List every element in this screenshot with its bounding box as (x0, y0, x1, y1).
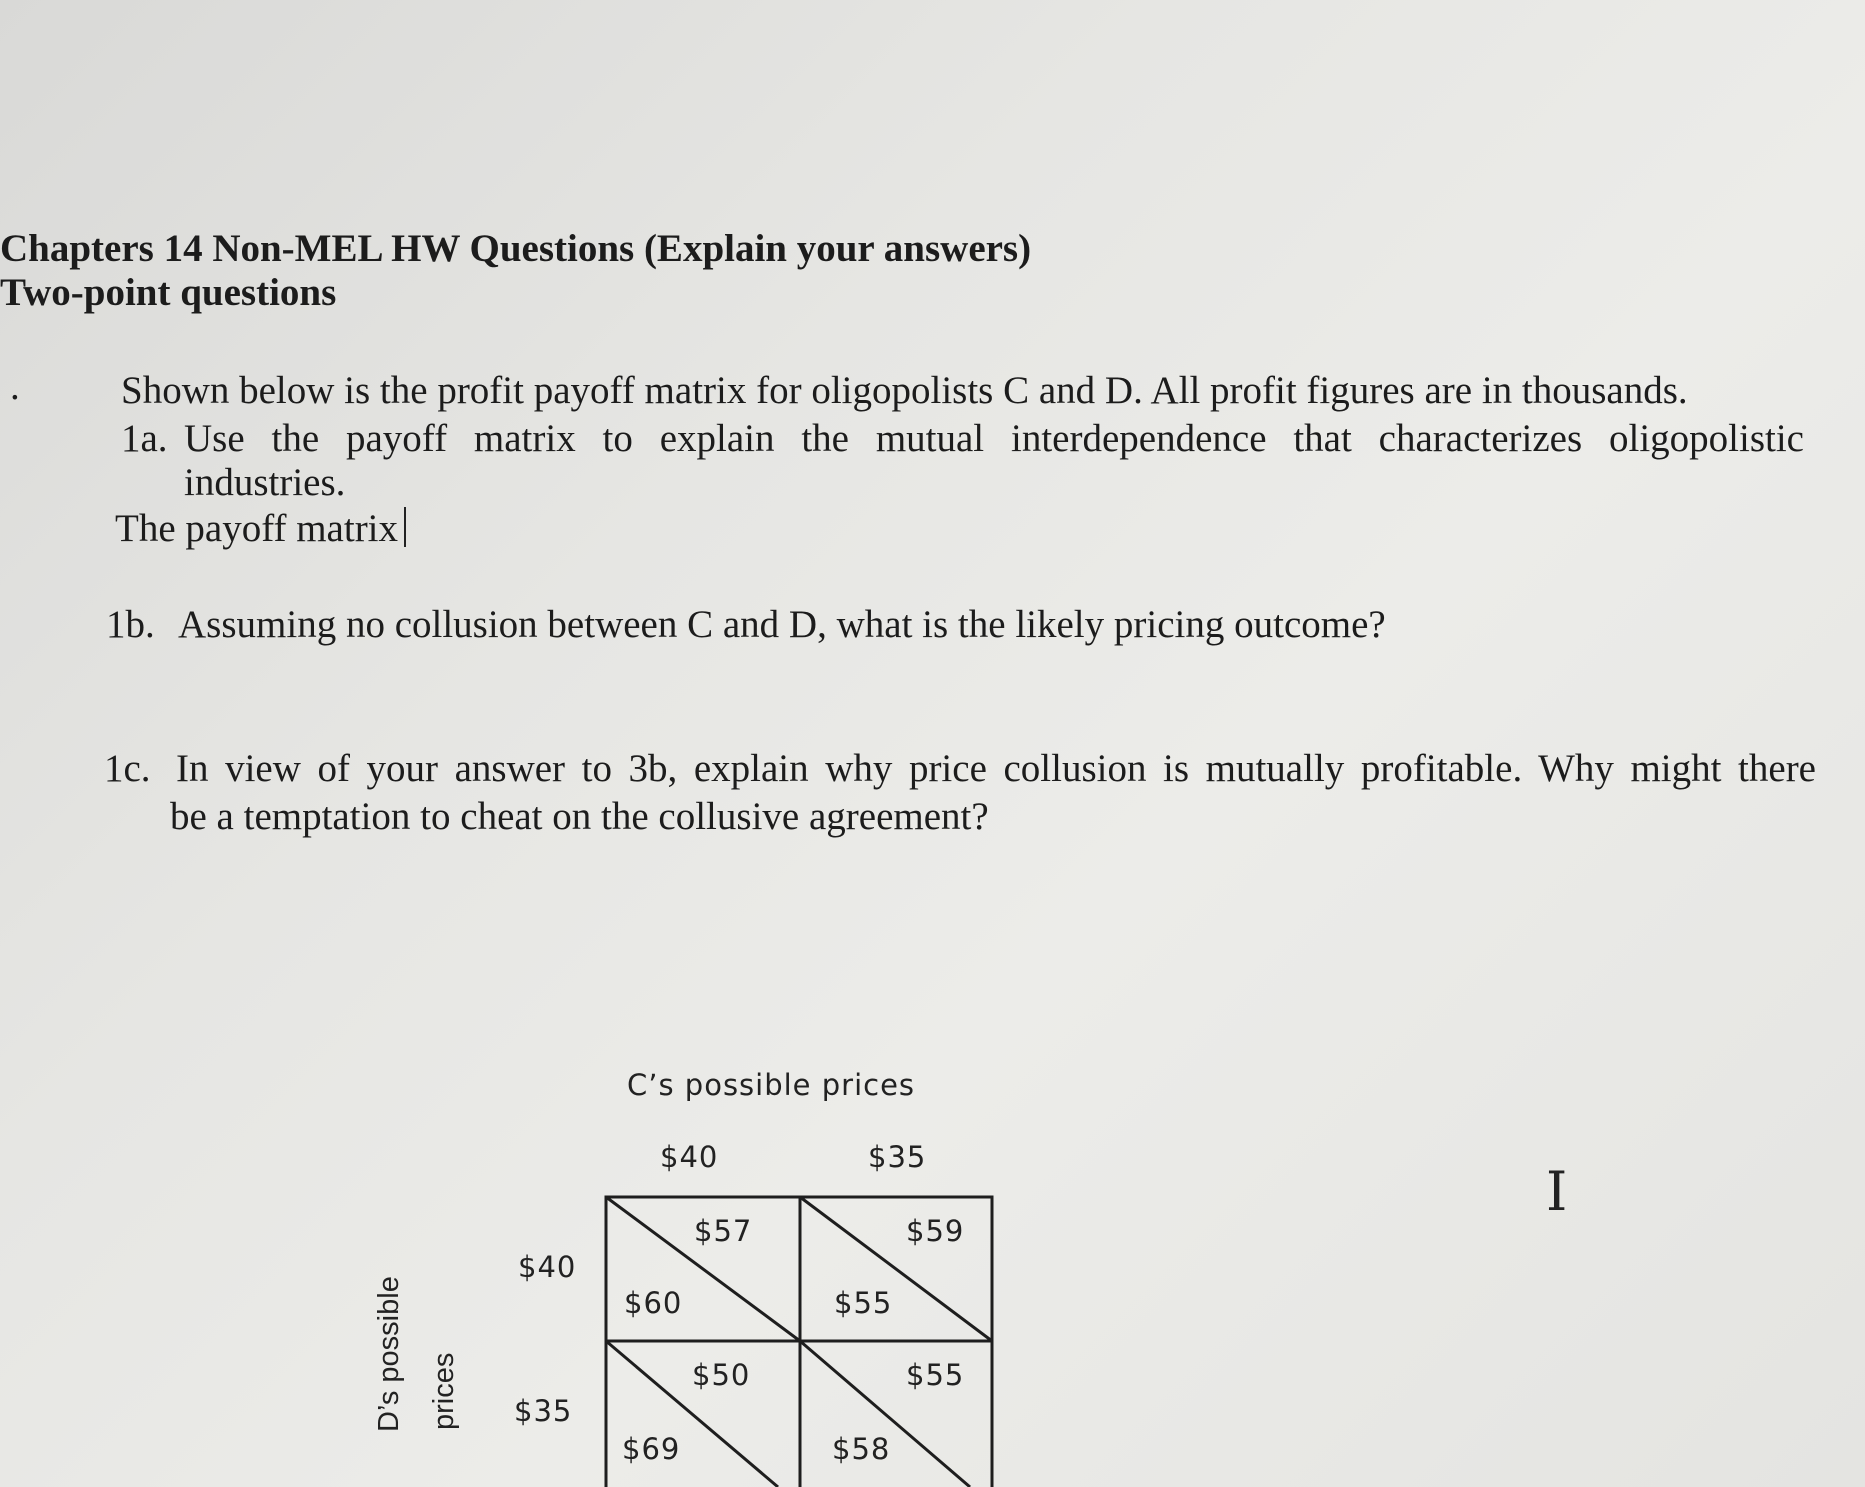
column-price-35: $35 (868, 1140, 927, 1174)
cell-r1c1-d-profit: $60 (624, 1286, 683, 1320)
row-player-label-line2: prices (428, 1352, 460, 1430)
row-player-label-line1: D’s possible (373, 1276, 405, 1432)
question-bullet: . (10, 365, 20, 408)
question-1a-label: 1a. (121, 417, 168, 460)
row-price-40: $40 (518, 1250, 577, 1284)
cell-r2c2-d-profit: $58 (832, 1432, 891, 1466)
column-price-40: $40 (660, 1140, 719, 1174)
question-1b-text: Assuming no collusion between C and D, what is the likely pricing outcome? (178, 603, 1386, 646)
text-caret (404, 507, 406, 547)
cell-r2c2-c-profit: $55 (906, 1358, 965, 1392)
question-1a-line2: industries. (184, 461, 346, 504)
cell-r1c1-c-profit: $57 (694, 1214, 753, 1248)
question-1c-line2: be a temptation to cheat on the collusive agreement? (170, 795, 989, 838)
page-subtitle: Two-point questions (0, 271, 337, 314)
question-1c-line1: In view of your answer to 3b, explain why price collusion is mutually profitable. Why might there (176, 747, 1816, 790)
question-1b-label: 1b. (106, 603, 155, 646)
column-player-label: C’s possible prices (627, 1068, 916, 1102)
row-price-35: $35 (514, 1394, 573, 1428)
question-intro: Shown below is the profit payoff matrix for oligopolists C and D. All profit figures are in thousands. (121, 369, 1688, 412)
i-beam-cursor-icon: I (1546, 1160, 1568, 1223)
cell-r2c1-d-profit: $69 (622, 1432, 681, 1466)
answer-1a-text: The payoff matrix (115, 507, 399, 550)
question-1c-label: 1c. (104, 747, 151, 790)
question-1a-line1: Use the payoff matrix to explain the mutual interdependence that characterizes oligopolistic (184, 417, 1804, 460)
answer-1a-field[interactable] (115, 506, 406, 551)
cell-r1c2-d-profit: $55 (834, 1286, 893, 1320)
cell-r2c1-c-profit: $50 (692, 1358, 751, 1392)
cell-r1c2-c-profit: $59 (906, 1214, 965, 1248)
page-title: Chapters 14 Non-MEL HW Questions (Explain your answers) (0, 227, 1032, 270)
